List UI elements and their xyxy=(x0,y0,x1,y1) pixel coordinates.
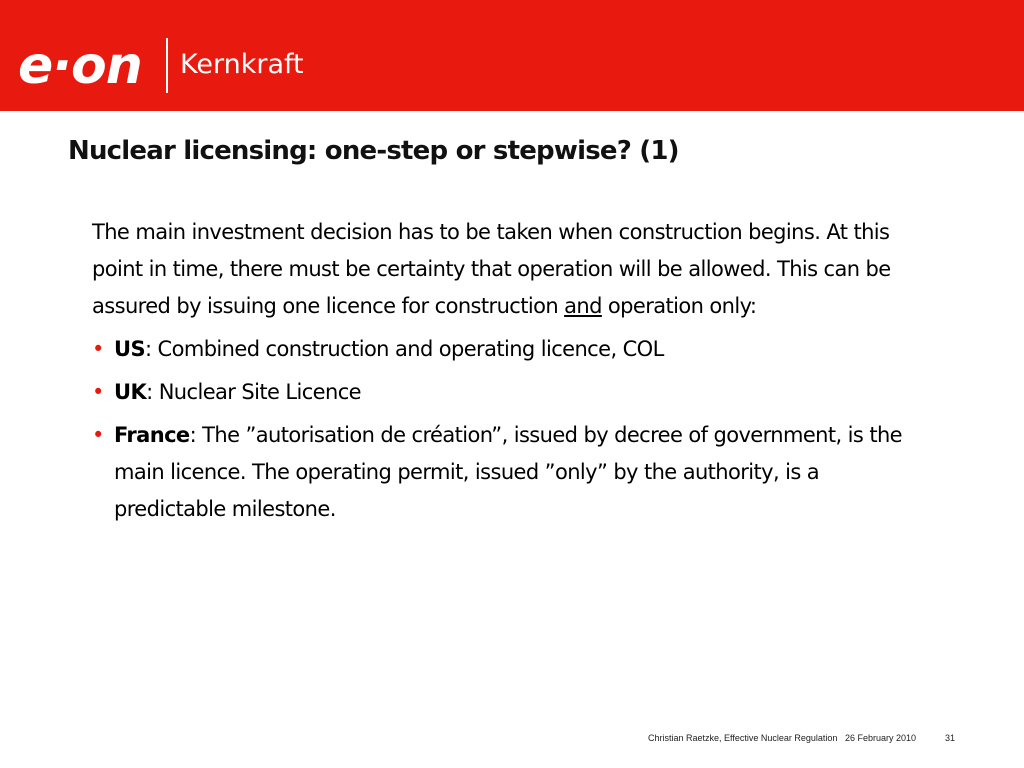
bullet-label: France xyxy=(114,423,190,447)
logo-divider xyxy=(166,38,168,93)
bullet-text: : Combined construction and operating licence, COL xyxy=(144,337,664,361)
slide-footer xyxy=(0,733,1024,749)
intro-paragraph xyxy=(92,214,932,325)
bullet-item-uk xyxy=(92,374,932,411)
bullet-list xyxy=(92,331,932,528)
slide-body xyxy=(92,214,932,534)
page-number: 31 xyxy=(945,733,956,743)
logo-subtitle: Kernkraft xyxy=(180,49,304,80)
intro-text-1: The main investment decision has to be taken when construction begins. At this point in time, there must be certainty that operation will be allowed. This can be assured by issuing one licence for construction xyxy=(92,220,891,318)
bullet-text: : The ”autorisation de création”, issued by decree of government, is the main licence. The operating permit, issued ”only” by the authority, is a predictable milestone. xyxy=(114,423,902,521)
footer-author: Christian Raetzke, Effective Nuclear Regulation xyxy=(648,733,838,743)
eon-logo xyxy=(18,38,142,94)
intro-underlined: and xyxy=(564,294,602,318)
header-bar xyxy=(0,0,1024,111)
bullet-item-france xyxy=(92,417,932,528)
footer-date: 26 February 2010 xyxy=(845,733,917,743)
bullet-label: UK xyxy=(114,380,147,404)
bullet-text: : Nuclear Site Licence xyxy=(146,380,361,404)
bullet-dot-icon: • xyxy=(92,423,104,447)
bullet-item-us xyxy=(92,331,932,368)
slide-title: Nuclear licensing: one-step or stepwise? (1) xyxy=(68,136,679,166)
intro-text-2: operation only: xyxy=(601,294,757,318)
bullet-dot-icon: • xyxy=(92,337,104,361)
logo-text: e·on xyxy=(18,36,142,96)
bullet-dot-icon: • xyxy=(92,380,104,404)
bullet-label: US xyxy=(114,337,145,361)
